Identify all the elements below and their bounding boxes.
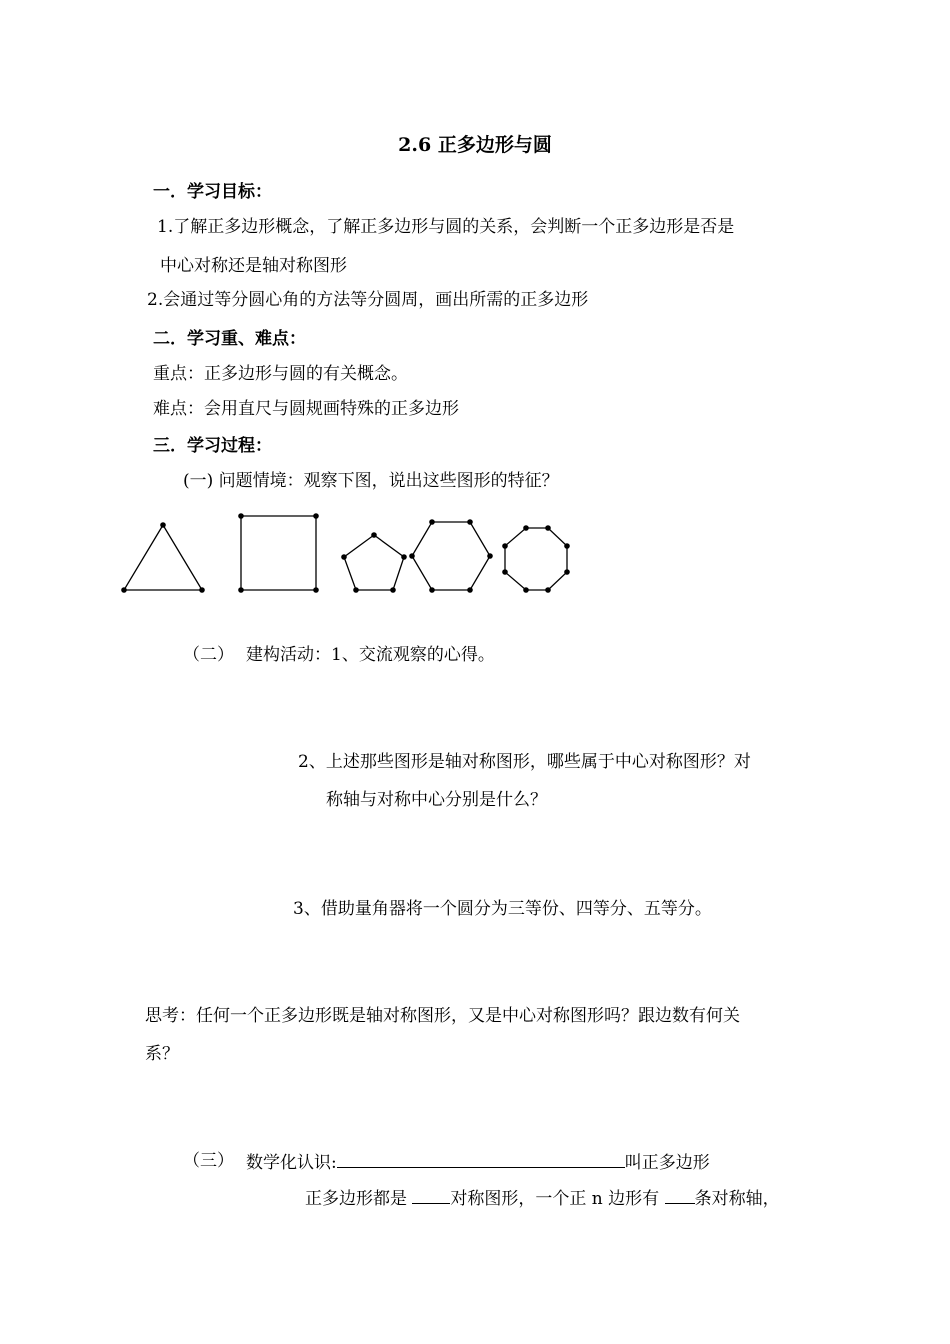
part3-line (246, 1151, 710, 1173)
part2-label: （二） (183, 645, 234, 665)
part1-question: (一) 问题情境：观察下图，说出这些图形的特征？ (183, 471, 559, 491)
part3-label: （三） (183, 1151, 234, 1171)
axis-count-blank[interactable] (665, 1187, 695, 1204)
think-line2: 系？ (145, 1044, 179, 1064)
square-figure (241, 516, 316, 590)
hexagon-figure (412, 522, 490, 590)
difficult-point: 难点：会用直尺与圆规画特殊的正多边形 (153, 399, 459, 419)
objective-2: 2.会通过等分圆心角的方法等分圆周，画出所需的正多边形 (147, 290, 589, 310)
triangle-figure (124, 525, 202, 590)
pentagon-figure (344, 535, 404, 590)
symmetry-type-blank[interactable] (412, 1187, 450, 1204)
part2-text: 建构活动：1、交流观察的心得。 (246, 645, 495, 665)
objective-1-line1: 1.了解正多边形概念，了解正多边形与圆的关系，会判断一个正多边形是否是 (157, 217, 735, 237)
last-line (305, 1187, 780, 1209)
question2-line2: 称轴与对称中心分别是什么？ (326, 790, 547, 810)
part3-suffix: 叫正多边形 (624, 1153, 710, 1173)
definition-blank[interactable] (337, 1151, 625, 1168)
section1-heading: 一．学习目标： (153, 182, 272, 202)
page-title: 2.6 正多边形与圆 (398, 134, 552, 156)
last-line-c: 条对称轴， (694, 1189, 780, 1209)
think-line1: 思考：任何一个正多边形既是轴对称图形，又是中心对称图形吗？跟边数有何关 (145, 1006, 740, 1026)
objective-1-line2: 中心对称还是轴对称图形 (160, 256, 347, 276)
part3-prefix: 数学化认识: (246, 1153, 337, 1173)
section2-heading: 二．学习重、难点： (153, 329, 306, 349)
section3-heading: 三．学习过程： (153, 436, 272, 456)
key-point: 重点：正多边形与圆的有关概念。 (153, 364, 408, 384)
octagon-figure (505, 528, 567, 590)
question3: 3、借助量角器将一个圆分为三等份、四等分、五等分。 (293, 899, 712, 919)
last-line-a: 正多边形都是 (305, 1189, 413, 1209)
last-line-b: 对称图形，一个正 n 边形有 (450, 1189, 665, 1209)
question2-line1: 2、上述那些图形是轴对称图形，哪些属于中心对称图形？对 (298, 752, 751, 772)
